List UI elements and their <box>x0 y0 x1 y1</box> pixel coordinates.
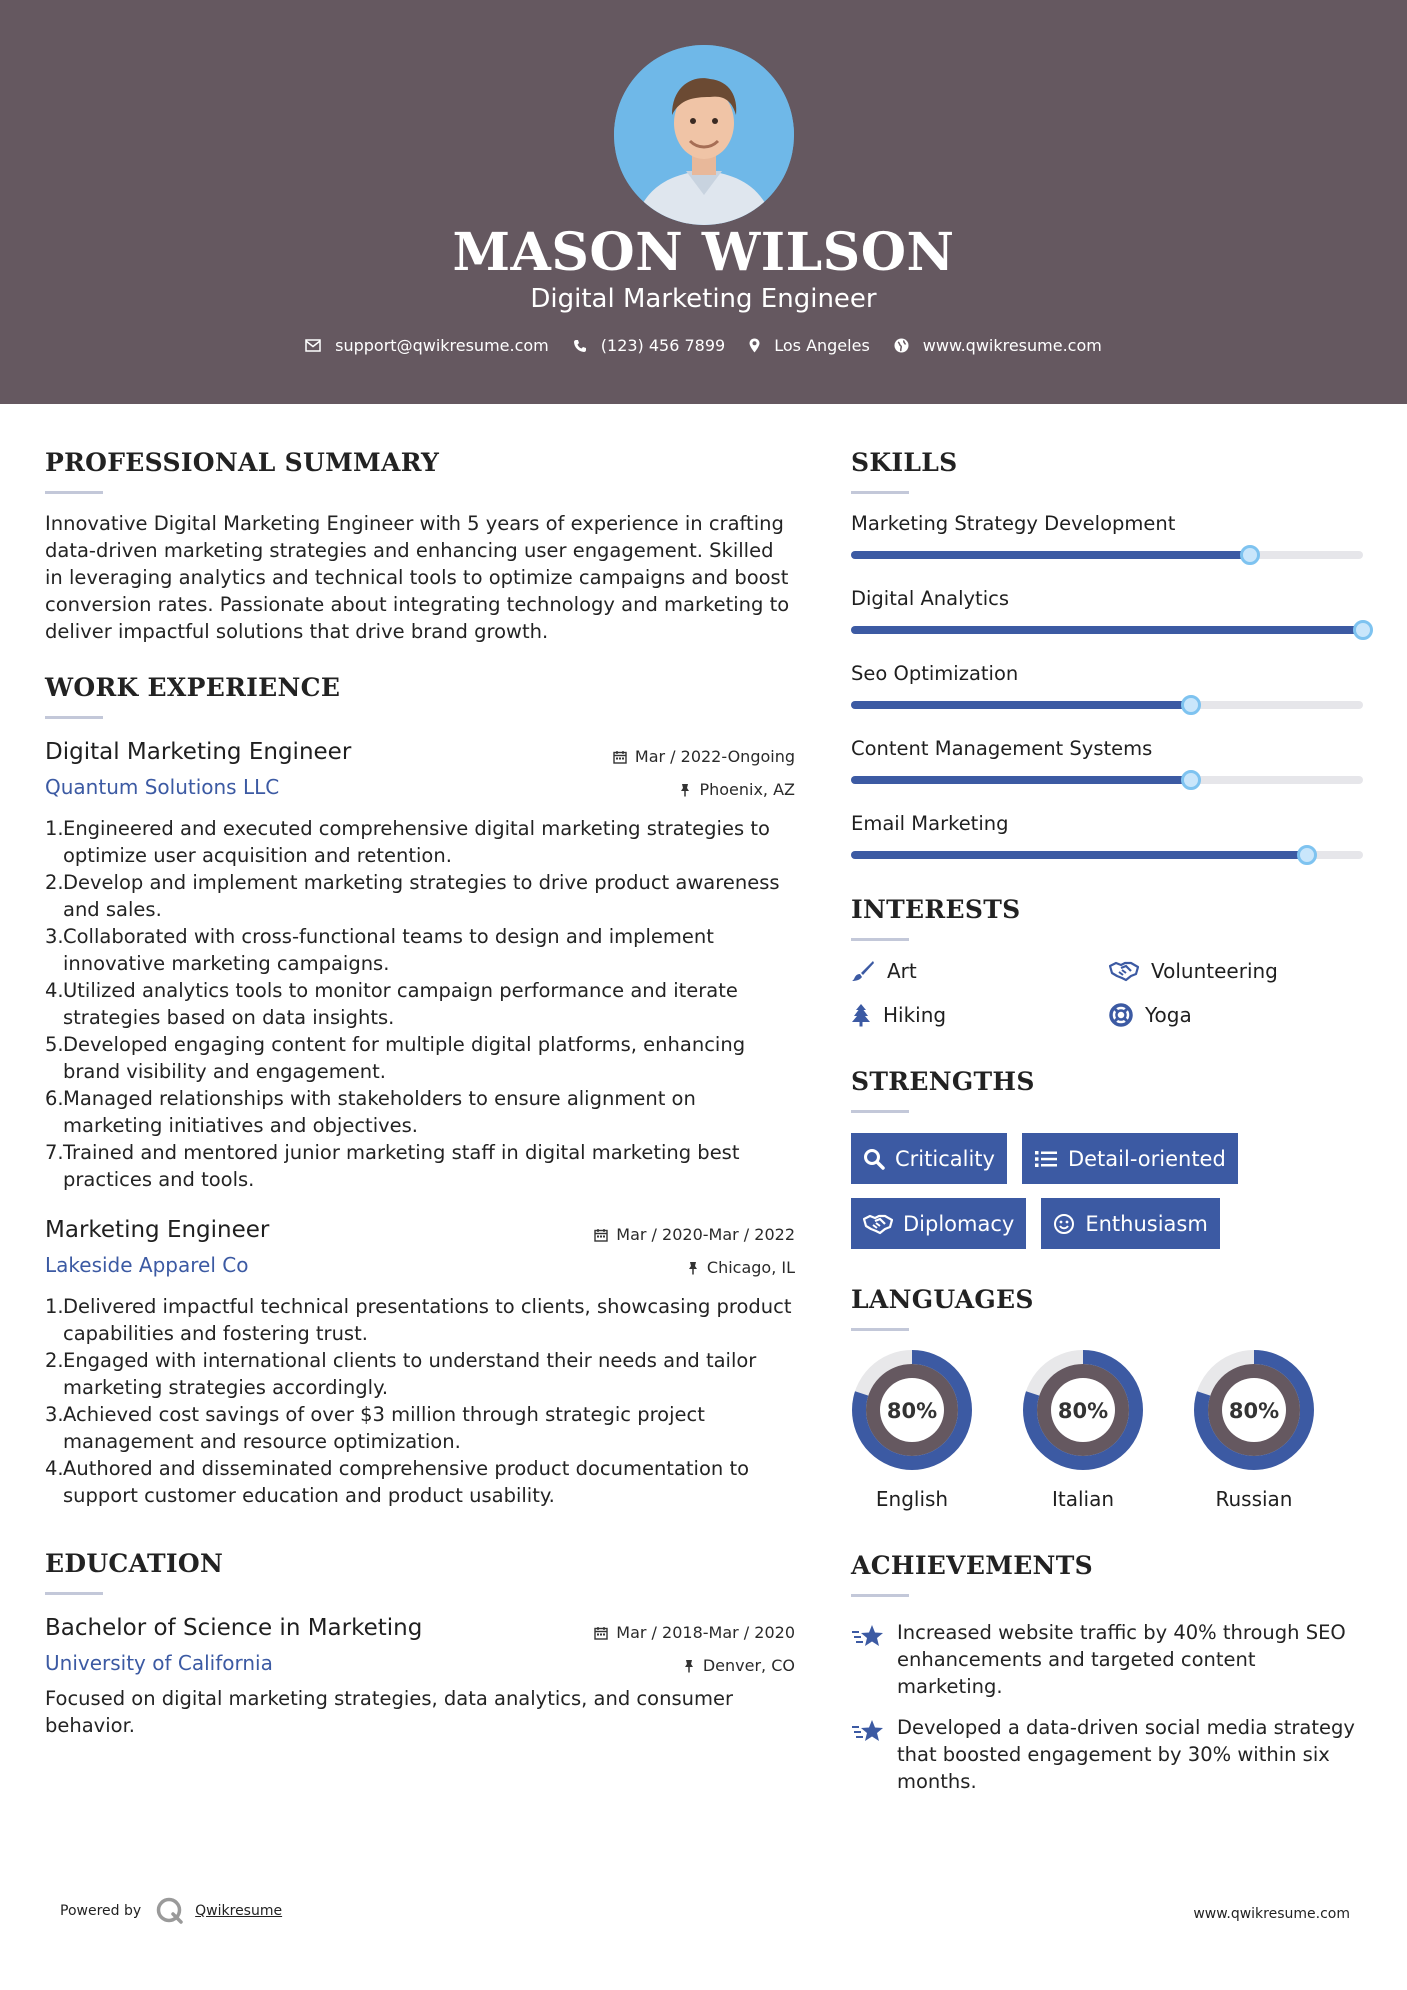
skill-label: Digital Analytics <box>851 587 1009 610</box>
interest-label: Volunteering <box>1151 959 1278 983</box>
handshake-icon <box>1109 960 1139 982</box>
education-section <box>45 1549 795 1739</box>
strength-label: Diplomacy <box>903 1211 1015 1236</box>
job-company: Quantum Solutions LLC <box>45 775 280 799</box>
person-avatar-icon <box>614 45 794 225</box>
interest-item <box>851 1003 1109 1027</box>
interests-grid <box>851 959 1366 1027</box>
list-item: 6. Managed relationships with stakeholders to ensure alignment on marketing initiatives and objectives. <box>45 1087 696 1137</box>
section-title-languages: LANGUAGES <box>851 1285 1034 1314</box>
list-item: 4. Authored and disseminated comprehensive product documentation to support customer education and product usability. <box>45 1457 750 1507</box>
pushpin-icon <box>687 1261 699 1275</box>
strength-badge <box>1041 1198 1219 1249</box>
job-title: Digital Marketing Engineer <box>45 739 352 765</box>
skills-section <box>851 448 1366 859</box>
skill-item <box>851 812 1366 859</box>
contact-email[interactable] <box>305 336 549 355</box>
section-rule <box>851 938 909 941</box>
language-percent: 80% <box>1057 1399 1109 1423</box>
envelope-icon <box>305 339 321 352</box>
section-title-skills: SKILLS <box>851 448 958 477</box>
list-item: 2. Develop and implement marketing strategies to drive product awareness and sales. <box>45 871 780 921</box>
skill-bar <box>851 626 1363 634</box>
tree-icon <box>851 1003 871 1027</box>
achievement-text: Increased website traffic by 40% through SEO enhancements and targeted content marketing. <box>897 1621 1346 1698</box>
interest-label: Hiking <box>883 1003 947 1027</box>
section-rule <box>851 1328 909 1331</box>
phone-icon <box>573 339 587 353</box>
section-title-experience: WORK EXPERIENCE <box>45 673 341 702</box>
footer-powered-by <box>60 1896 282 1926</box>
achievement-item <box>851 1619 1366 1700</box>
education-entry <box>45 1615 795 1739</box>
qwikresume-logo-icon <box>155 1896 185 1926</box>
section-title-achievements: ACHIEVEMENTS <box>851 1551 1093 1580</box>
list-item: 1. Delivered impactful technical presentations to clients, showcasing product capabilities and fostering trust. <box>45 1295 792 1345</box>
achievements-section <box>851 1551 1366 1795</box>
skill-knob <box>1353 620 1373 640</box>
list-item: 3. Collaborated with cross-functional teams to design and implement innovative marketing campaigns. <box>45 925 714 975</box>
education-description: Focused on digital marketing strategies, data analytics, and consumer behavior. <box>45 1687 733 1737</box>
footer-website[interactable]: www.qwikresume.com <box>1193 1906 1350 1922</box>
strength-badge <box>851 1198 1026 1249</box>
candidate-name: MASON WILSON <box>452 222 955 283</box>
job-date <box>613 747 795 766</box>
education-date <box>594 1623 795 1642</box>
skill-knob <box>1240 545 1260 565</box>
job-location-text: Phoenix, AZ <box>699 780 795 799</box>
interest-item <box>1109 1003 1367 1027</box>
strength-badge <box>1022 1133 1238 1184</box>
star-icon <box>851 1623 885 1649</box>
skill-fill <box>851 851 1307 859</box>
profile-photo <box>614 45 794 225</box>
handshake-icon <box>863 1213 893 1235</box>
skill-bar <box>851 701 1363 709</box>
job-company: Lakeside Apparel Co <box>45 1253 249 1277</box>
skill-fill <box>851 551 1250 559</box>
section-rule <box>851 491 909 494</box>
languages-section <box>851 1285 1366 1511</box>
interest-item <box>851 959 1109 983</box>
language-item <box>1022 1349 1144 1511</box>
language-label: Italian <box>1051 1487 1115 1511</box>
job-location <box>679 780 795 799</box>
section-title-strengths: STRENGTHS <box>851 1067 1035 1096</box>
degree-title: Bachelor of Science in Marketing <box>45 1615 423 1641</box>
skill-label: Seo Optimization <box>851 662 1019 685</box>
skill-knob <box>1181 695 1201 715</box>
list-item: 7. Trained and mentored junior marketing staff in digital marketing best practices and tools. <box>45 1141 740 1191</box>
job-duties-list <box>45 1293 795 1509</box>
paintbrush-icon <box>851 960 875 982</box>
skill-fill <box>851 701 1191 709</box>
left-column <box>45 404 795 1739</box>
skill-fill <box>851 626 1363 634</box>
list-item: 5. Developed engaging content for multiple digital platforms, enhancing brand visibility and engagement. <box>45 1033 746 1083</box>
candidate-role: Digital Marketing Engineer <box>530 284 877 314</box>
skill-fill <box>851 776 1191 784</box>
job-date-text: Mar / 2020-Mar / 2022 <box>616 1225 795 1244</box>
interest-label: Art <box>887 959 917 983</box>
contact-bar <box>0 336 1407 355</box>
job-duties-list <box>45 815 795 1193</box>
resume-header <box>0 0 1407 404</box>
skill-item <box>851 587 1366 634</box>
section-rule <box>851 1110 909 1113</box>
job-location-text: Chicago, IL <box>706 1258 795 1277</box>
contact-location <box>749 336 870 355</box>
pushpin-icon <box>679 783 691 797</box>
website-text: www.qwikresume.com <box>922 336 1102 355</box>
list-item: 2. Engaged with international clients to understand their needs and tailor marketing strategies accordingly. <box>45 1349 757 1399</box>
strength-label: Criticality <box>895 1146 995 1171</box>
job-entry <box>45 739 795 1193</box>
contact-website[interactable] <box>894 336 1102 355</box>
pushpin-icon <box>683 1659 695 1673</box>
strength-label: Enthusiasm <box>1085 1211 1208 1236</box>
education-location-text: Denver, CO <box>702 1656 795 1675</box>
language-ring <box>1022 1349 1144 1471</box>
skill-item <box>851 737 1366 784</box>
strength-badge <box>851 1133 1007 1184</box>
achievement-item <box>851 1714 1366 1795</box>
section-title-education: EDUCATION <box>45 1549 224 1578</box>
search-icon <box>863 1148 885 1170</box>
section-title-interests: INTERESTS <box>851 895 1021 924</box>
map-pin-icon <box>749 338 760 353</box>
interest-item <box>1109 959 1367 983</box>
skill-label: Email Marketing <box>851 812 1009 835</box>
language-percent: 80% <box>1228 1399 1280 1423</box>
language-percent: 80% <box>886 1399 938 1423</box>
education-location <box>683 1656 795 1675</box>
email-text: support@qwikresume.com <box>335 336 549 355</box>
languages-list <box>851 1349 1366 1511</box>
language-label: English <box>875 1487 949 1511</box>
skill-label: Content Management Systems <box>851 737 1153 760</box>
lifebuoy-icon <box>1109 1003 1133 1027</box>
skill-bar <box>851 776 1363 784</box>
summary-section <box>45 448 795 645</box>
skills-list <box>851 512 1366 859</box>
strength-label: Detail-oriented <box>1067 1146 1226 1171</box>
location-text: Los Angeles <box>774 336 870 355</box>
experience-section <box>45 673 795 1509</box>
skill-knob <box>1297 845 1317 865</box>
education-date-text: Mar / 2018-Mar / 2020 <box>616 1623 795 1642</box>
calendar-icon <box>594 1626 608 1640</box>
calendar-icon <box>613 750 627 764</box>
job-title: Marketing Engineer <box>45 1217 270 1243</box>
strengths-list <box>851 1133 1366 1263</box>
skill-bar <box>851 851 1363 859</box>
section-rule <box>45 1592 103 1595</box>
interest-label: Yoga <box>1145 1003 1192 1027</box>
job-date-text: Mar / 2022-Ongoing <box>634 747 795 766</box>
list-item: 4. Utilized analytics tools to monitor campaign performance and iterate strategies based on data insights. <box>45 979 738 1029</box>
skill-label: Marketing Strategy Development <box>851 512 1176 535</box>
skill-bar <box>851 551 1363 559</box>
skill-knob <box>1181 770 1201 790</box>
achievement-text: Developed a data-driven social media strategy that boosted engagement by 30% within six months. <box>897 1716 1355 1793</box>
list-item: 1. Engineered and executed comprehensive digital marketing strategies to optimize user acquisition and retention. <box>45 817 770 867</box>
language-item <box>851 1349 973 1511</box>
globe-icon <box>894 338 909 353</box>
skill-item <box>851 662 1366 709</box>
language-item <box>1193 1349 1315 1511</box>
phone-text: (123) 456 7899 <box>600 336 726 355</box>
job-date <box>594 1225 795 1244</box>
powered-by-text: Powered by <box>60 1903 142 1919</box>
language-ring <box>1193 1349 1315 1471</box>
section-rule <box>45 491 103 494</box>
language-label: Russian <box>1215 1487 1293 1511</box>
section-rule <box>851 1594 909 1597</box>
section-title-summary: PROFESSIONAL SUMMARY <box>45 448 440 477</box>
interests-section <box>851 895 1366 1027</box>
list-item: 3. Achieved cost savings of over $3 million through strategic project management and resource optimization. <box>45 1403 705 1453</box>
job-location <box>687 1258 795 1277</box>
contact-phone[interactable] <box>573 336 725 355</box>
list-icon <box>1034 1149 1058 1169</box>
right-column <box>851 404 1366 1795</box>
summary-text: Innovative Digital Marketing Engineer with 5 years of experience in crafting data-driven marketing strategies and enhancing user engagement. Skilled in leveraging analytics and technical tools to optimize campaigns and boost conversion rates. Passionate about integrating technology and marketing to deliver impactful solutions that drive brand growth. <box>45 512 790 643</box>
language-ring <box>851 1349 973 1471</box>
star-icon <box>851 1718 885 1744</box>
calendar-icon <box>594 1228 608 1242</box>
job-entry <box>45 1217 795 1509</box>
school-name: University of California <box>45 1651 273 1675</box>
brand-link[interactable]: Qwikresume <box>195 1903 283 1919</box>
smile-icon <box>1053 1213 1075 1235</box>
section-rule <box>45 716 103 719</box>
strengths-section <box>851 1067 1366 1263</box>
skill-item <box>851 512 1366 559</box>
